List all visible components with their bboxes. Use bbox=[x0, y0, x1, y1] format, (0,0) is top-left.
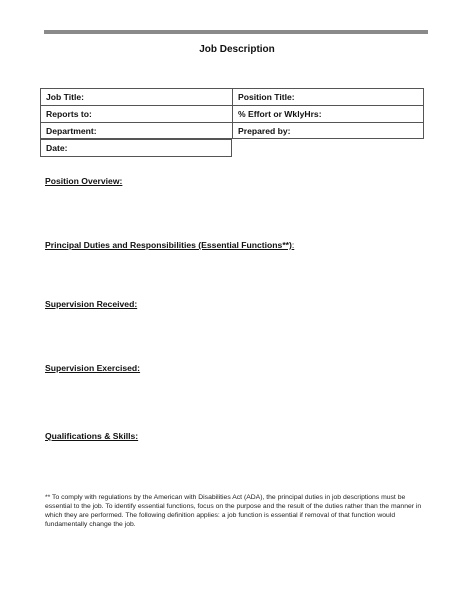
job-info-table bbox=[40, 88, 424, 156]
supervision-received-heading: Supervision Received: bbox=[45, 299, 138, 309]
position-title-field[interactable]: Position Title: bbox=[232, 88, 424, 105]
date-field[interactable]: Date: bbox=[40, 139, 232, 157]
position-overview-heading: Position Overview: bbox=[45, 176, 123, 186]
principal-duties-label: Principal Duties and Responsibilities (Essential Functions**) bbox=[45, 240, 292, 250]
effort-field[interactable]: % Effort or WklyHrs: bbox=[232, 105, 424, 122]
table-row bbox=[40, 122, 424, 139]
reports-to-field[interactable]: Reports to: bbox=[40, 105, 232, 122]
department-field[interactable]: Department: bbox=[40, 122, 232, 139]
supervision-exercised-heading: Supervision Exercised: bbox=[45, 363, 141, 373]
qualifications-heading: Qualifications & Skills: bbox=[45, 431, 139, 441]
principal-duties-heading bbox=[45, 240, 294, 250]
prepared-by-field[interactable]: Prepared by: bbox=[232, 122, 424, 139]
principal-duties-colon: : bbox=[291, 240, 295, 250]
header-rule bbox=[44, 30, 428, 34]
document-title: Job Description bbox=[199, 44, 275, 55]
job-title-field[interactable]: Job Title: bbox=[40, 88, 232, 105]
table-row bbox=[40, 105, 424, 122]
table-row bbox=[40, 88, 424, 105]
ada-footnote: ** To comply with regulations by the American with Disabilities Act (ADA), the principal duties in job descriptions must be essential to the job. To identify essential functions, focus on the purpose and the result of the duties rather than the manner in which they are performed. The following definition applies: a job function is essential if removal of that function would fundamentally change the job. bbox=[45, 494, 422, 528]
table-row bbox=[40, 139, 424, 156]
